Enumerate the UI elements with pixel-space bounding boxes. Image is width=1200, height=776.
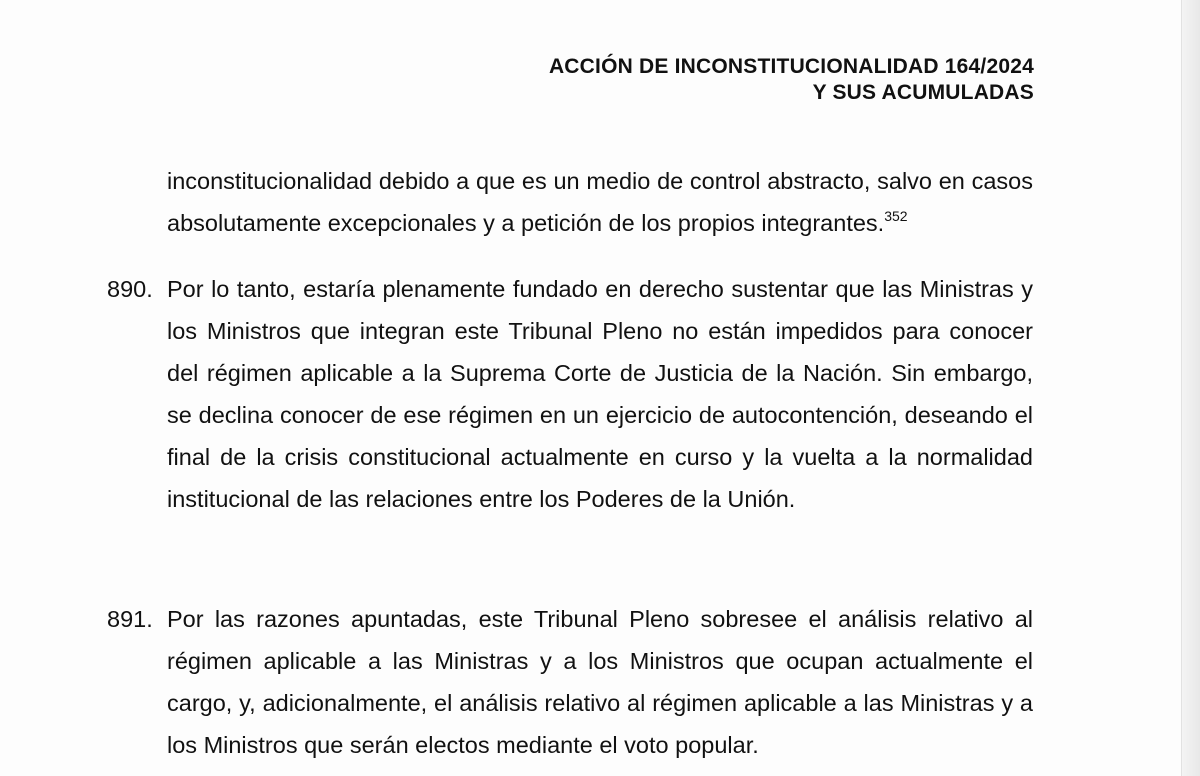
paragraph-890: Por lo tanto, estaría plenamente fundado en derecho sustentar que las Ministras y los Ministros que integran este Tribunal Pleno no están impedidos para conocer del régimen aplicable a la Suprema Corte de Justicia de la Nación. Sin embargo, se declina conocer de ese régimen en un ejercicio de autocontención, deseando el final de la crisis constitucional actualmente en curso y la vuelta a la normalidad institucional de las relaciones entre los Poderes de la Unión.: [167, 276, 1033, 512]
paragraph-number-890: 890.: [107, 276, 153, 302]
paragraph-number-891: 891.: [107, 606, 153, 632]
paragraph-891: Por las razones apuntadas, este Tribunal Pleno sobresee el análisis relativo al régimen aplicable a las Ministras y a los Ministros que ocupan actualmente el cargo, y, adicionalmente, el análisis relativo al régimen aplicable a las Ministras y a los Ministros que serán electos mediante el voto popular.: [167, 606, 1033, 758]
page-edge-shadow: [1181, 0, 1200, 776]
document-header: [549, 54, 1034, 106]
footnote-reference[interactable]: 352: [884, 208, 908, 224]
header-title-line2: Y SUS ACUMULADAS: [812, 81, 1034, 104]
header-title-line1: ACCIÓN DE INCONSTITUCIONALIDAD 164/2024: [548, 55, 1034, 78]
continuation-text: inconstitucionalidad debido a que es un medio de control abstracto, salvo en casos absolutamente excepcionales y a petición de los propios integrantes.: [167, 168, 1033, 236]
continuation-paragraph: [167, 160, 1033, 244]
